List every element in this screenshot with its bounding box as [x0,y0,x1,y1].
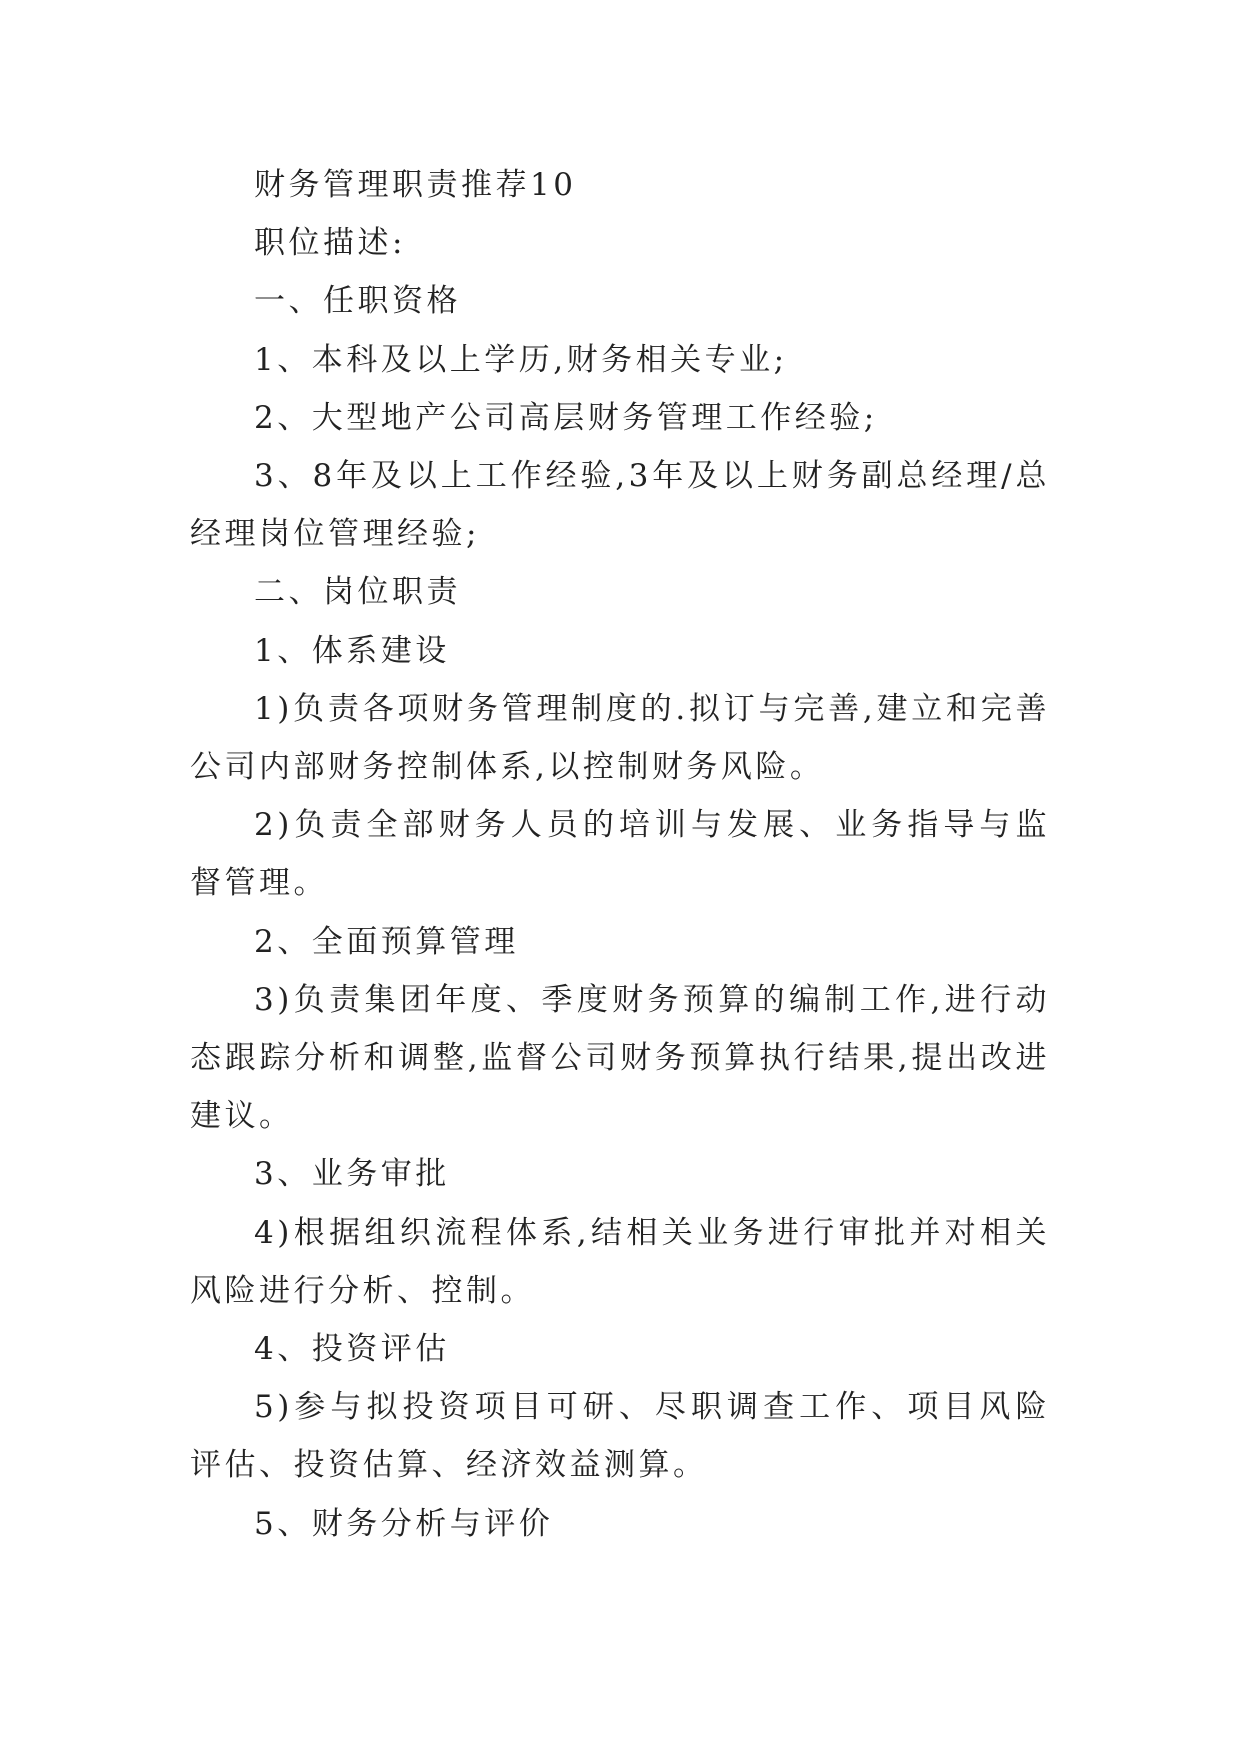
list-item: 5)参与拟投资项目可研、尽职调查工作、项目风险评估、投资估算、经济效益测算。 [190,1389,1050,1484]
subsection-heading: 2、全面预算管理 [254,923,519,960]
section-heading: 二、岗位职责 [254,574,461,611]
list-item: 1)负责各项财务管理制度的.拟订与完善,建立和完善公司内部财务控制体系,以控制财务风险。 [190,690,1050,786]
paragraph: 职位描述: [254,225,406,262]
document-title: 财务管理职责推荐10 [254,167,577,203]
subsection-heading: 1、体系建设 [254,632,450,669]
section-heading: 一、任职资格 [254,283,461,320]
list-item: 3)负责集团年度、季度财务预算的编制工作,进行动态跟踪分析和调整,监督公司财务预算执行结果,提出改进建议。 [190,981,1050,1135]
subsection-heading: 4、投资评估 [254,1331,450,1368]
subsection-heading: 5、财务分析与评价 [254,1505,554,1542]
list-item: 2、大型地产公司高层财务管理工作经验; [254,399,878,436]
list-item: 3、8年及以上工作经验,3年及以上财务副总经理/总经理岗位管理经验; [190,458,1050,553]
subsection-heading: 3、业务审批 [254,1156,450,1193]
document-body [190,156,1050,1553]
list-item: 4)根据组织流程体系,结相关业务进行审批并对相关风险进行分析、控制。 [190,1214,1050,1309]
list-item: 1、本科及以上学历,财务相关专业; [254,341,788,378]
list-item: 2)负责全部财务人员的培训与发展、业务指导与监督管理。 [190,807,1050,902]
